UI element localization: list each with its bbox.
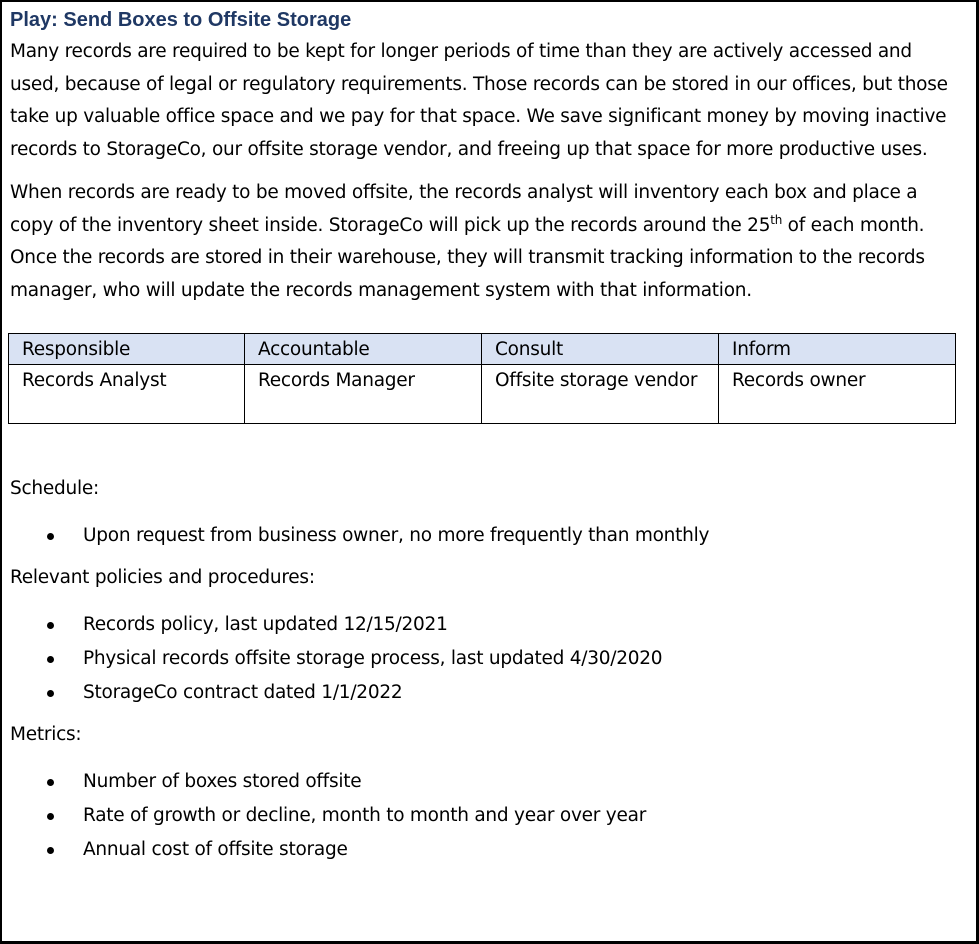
schedule-list: [10, 519, 962, 553]
metrics-label: Metrics:: [10, 724, 82, 745]
metric-item-text: Number of boxes stored offsite: [83, 771, 362, 792]
list-item: [10, 676, 962, 710]
raci-header-consult: Consult: [482, 334, 719, 365]
intro-paragraph: Many records are required to be kept for longer periods of time than they are actively accessed and used, because of legal or regulatory requirements. Those records can be stored in our offices, but those take up valuable office space and we pay for that space. We save significant money by moving inactive records to StorageCo, our offsite storage vendor, and freeing up that space for more productive uses.: [10, 41, 948, 160]
document-body: [10, 6, 962, 867]
metric-item-text: Annual cost of offsite storage: [83, 839, 348, 860]
ordinal-suffix: th: [770, 212, 783, 227]
process-paragraph-text-start: When records are ready to be moved offsite, the records analyst will inventory each box and place a copy of the inventory sheet inside. StorageCo will pick up the records around the 25: [10, 182, 918, 236]
bullet-icon: [47, 779, 54, 786]
bullet-icon: [47, 533, 54, 540]
policies-label: Relevant policies and procedures:: [10, 567, 315, 588]
metric-item-text: Rate of growth or decline, month to month and year over year: [83, 805, 647, 826]
bullet-icon: [47, 622, 54, 629]
list-item: [10, 608, 962, 642]
raci-data-row: [9, 365, 956, 424]
raci-header-inform: Inform: [719, 334, 956, 365]
raci-header-accountable: Accountable: [245, 334, 482, 365]
schedule-item-text: Upon request from business owner, no more frequently than monthly: [83, 525, 710, 546]
list-item: [10, 799, 962, 833]
policy-item-text: Physical records offsite storage process, last updated 4/30/2020: [83, 648, 663, 669]
bullet-icon: [47, 847, 54, 854]
policy-item-text: Records policy, last updated 12/15/2021: [83, 614, 448, 635]
policies-list: [10, 608, 962, 710]
raci-table: [8, 333, 956, 424]
process-paragraph-text-end: of each month. Once the records are stored in their warehouse, they will transmit tracking information to the records manager, who will update the records management system with that information.: [10, 214, 925, 301]
list-item: [10, 833, 962, 867]
list-item: [10, 765, 962, 799]
list-item: [10, 642, 962, 676]
bullet-icon: [47, 690, 54, 697]
policy-item-text: StorageCo contract dated 1/1/2022: [83, 682, 403, 703]
bullet-icon: [47, 656, 54, 663]
list-item: [10, 519, 962, 553]
raci-header-responsible: Responsible: [9, 334, 245, 365]
raci-cell-consult: Offsite storage vendor: [482, 365, 719, 424]
raci-cell-inform: Records owner: [719, 365, 956, 424]
process-paragraph: [10, 177, 962, 307]
raci-header-row: [9, 334, 956, 365]
schedule-label: Schedule:: [10, 478, 99, 499]
raci-cell-accountable: Records Manager: [245, 365, 482, 424]
raci-cell-responsible: Records Analyst: [9, 365, 245, 424]
metrics-list: [10, 765, 962, 867]
play-title: Play: Send Boxes to Offsite Storage: [10, 9, 352, 31]
bullet-icon: [47, 813, 54, 820]
